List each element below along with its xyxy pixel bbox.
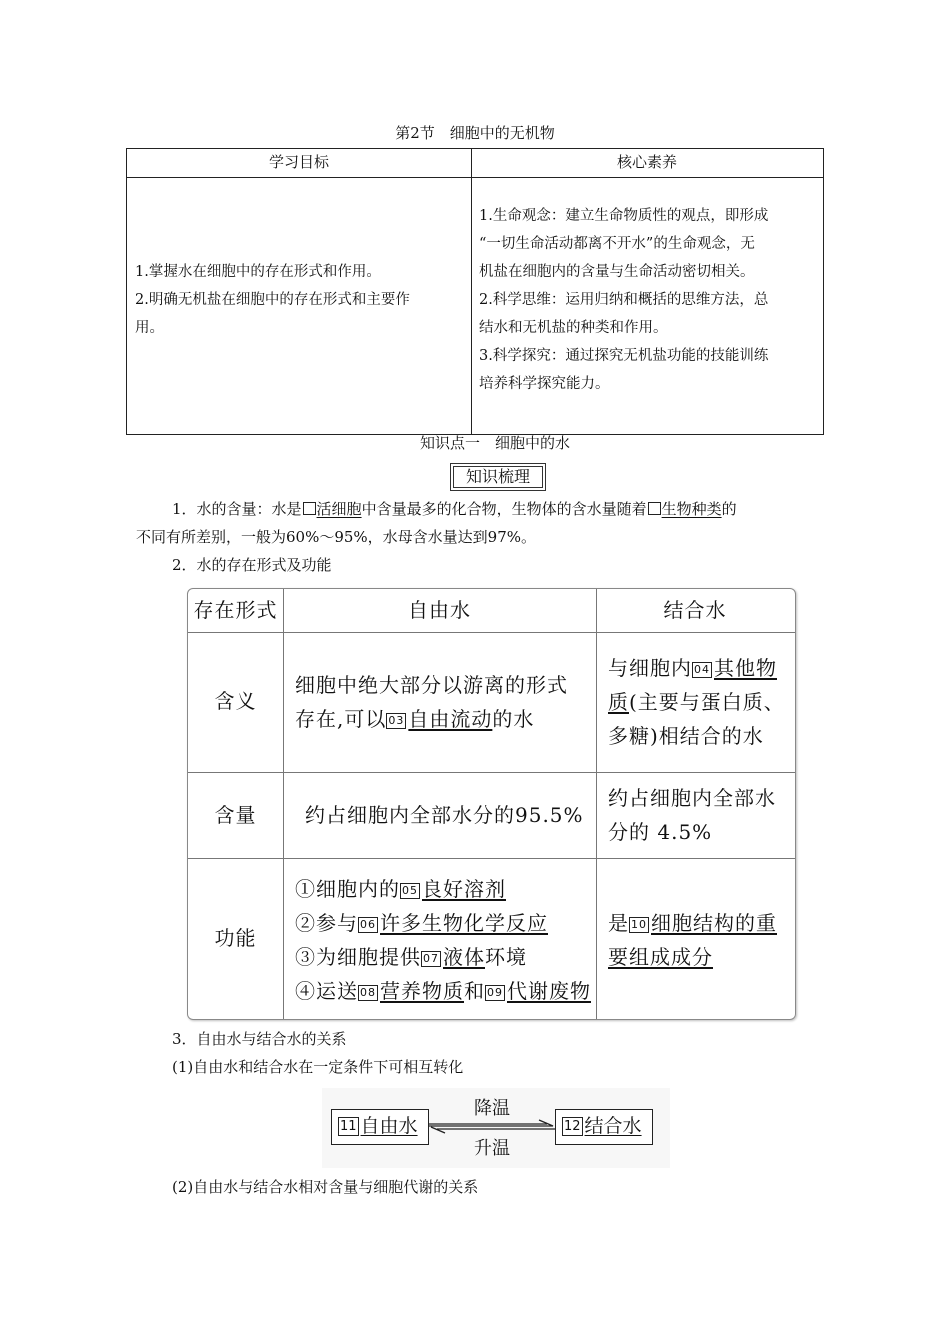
text: 多糖)相结合的水 (608, 724, 764, 748)
bound-water-meaning (608, 651, 785, 753)
paragraph-relationship-heading: 3．自由水与结合水的关系 (172, 1030, 347, 1048)
text: 和 (464, 979, 485, 1003)
text: (主要与蛋白质、 (629, 690, 785, 714)
knowledge-point-heading: 知识点一 细胞中的水 (419, 434, 570, 452)
row-label-amount: 含量 (214, 803, 257, 827)
blank-number: 12 (564, 1119, 581, 1134)
row-line (188, 632, 795, 633)
col-line (596, 589, 597, 1019)
row-label-meaning: 含义 (214, 689, 257, 713)
goal-line: 2.明确无机盐在细胞中的存在形式和主要作 (135, 292, 410, 308)
header-free-water: 自由水 (408, 598, 471, 622)
blank-number: 09 (487, 986, 503, 999)
free-water-box (331, 1109, 429, 1145)
bound-water-amount (608, 781, 776, 849)
text: ③为细胞提供 (295, 945, 421, 969)
function-item (295, 872, 591, 906)
paragraph-forms-heading: 2．水的存在形式及功能 (172, 556, 332, 574)
blank-number: 04 (694, 663, 710, 676)
free-water-amount: 约占细胞内全部水分的95.5% (305, 803, 584, 827)
header-bound-water: 结合水 (663, 598, 727, 622)
blank-answer: 细胞结构的重 (651, 911, 777, 935)
literacy-line: 3.科学探究：通过探究无机盐功能的技能训练 (479, 348, 769, 364)
text: 的 (721, 500, 737, 518)
paragraph-conversion: (1)自由水和结合水在一定条件下可相互转化 (172, 1058, 464, 1076)
bound-water-function (608, 906, 777, 974)
blank-answer: 活细胞 (316, 500, 362, 518)
water-forms-table (187, 588, 796, 1020)
text: 中含量最多的化合物，生物体的含水量随着 (361, 500, 647, 518)
paragraph-water-content (172, 495, 737, 523)
goal-line: 1.掌握水在细胞中的存在形式和作用。 (135, 264, 381, 280)
blank-number: 06 (360, 918, 376, 931)
arrow-label-heating: 升温 (474, 1138, 510, 1159)
text: 环境 (485, 945, 527, 969)
blank-number: 10 (631, 918, 647, 931)
row-label-function: 功能 (214, 926, 257, 950)
blank-answer: 生物种类 (661, 500, 722, 518)
blank-answer: 许多生物化学反应 (380, 911, 548, 935)
blank-number: 11 (340, 1119, 357, 1134)
row-line (188, 772, 795, 773)
learning-goals (135, 258, 410, 342)
conversion-diagram (322, 1088, 670, 1168)
blank-answer: 自由水 (360, 1115, 418, 1137)
literacy-line: 培养科学探究能力。 (479, 376, 610, 392)
header-divider (127, 177, 823, 178)
blank-answer: 液体 (443, 945, 485, 969)
bound-water-box (555, 1109, 653, 1145)
objectives-table (126, 148, 824, 435)
goal-line: 用。 (135, 320, 164, 336)
text: 约占细胞内全部水 (608, 786, 776, 810)
text: ④运送 (295, 979, 358, 1003)
text: 细胞中绝大部分以游离的形式 (295, 673, 568, 697)
objectives-header-goals: 学习目标 (268, 153, 329, 171)
literacy-line: 2.科学思维：运用归纳和概括的思维方法，总 (479, 292, 769, 308)
free-water-functions (295, 872, 591, 1008)
col-line (283, 589, 284, 1019)
text: 存在,可以 (295, 707, 387, 731)
text: ②参与 (295, 911, 358, 935)
core-literacy (479, 202, 768, 398)
section-box-label: 知识梳理 (450, 463, 546, 491)
function-item (295, 940, 591, 974)
literacy-line: 机盐在细胞内的含量与生命活动密切相关。 (479, 264, 755, 280)
blank-answer: 要组成成分 (608, 945, 713, 969)
text: 与细胞内 (608, 656, 692, 680)
blank-number: 07 (423, 952, 439, 965)
text: ①细胞内的 (295, 877, 400, 901)
blank-answer: 营养物质 (380, 979, 464, 1003)
blank-answer: 其他物 (714, 656, 777, 680)
literacy-line: 1.生命观念：建立生命物质性的观点，即形成 (479, 208, 769, 224)
blank-box (648, 502, 661, 515)
page-title: 第2节 细胞中的无机物 (395, 124, 555, 142)
text: 的水 (492, 707, 535, 731)
text: 分的 4.5% (608, 820, 713, 844)
row-line (188, 858, 795, 859)
paragraph-metabolism: (2)自由水与结合水相对含量与细胞代谢的关系 (172, 1178, 479, 1196)
header-form: 存在形式 (193, 598, 278, 622)
paragraph-water-content-line2: 不同有所差别，一般为60%～95%，水母含水量达到97%。 (136, 528, 537, 546)
blank-number: 05 (402, 884, 418, 897)
arrow-label-cooling: 降温 (474, 1098, 510, 1119)
blank-answer: 结合水 (584, 1115, 642, 1137)
column-divider (471, 149, 472, 434)
blank-answer: 良好溶剂 (422, 877, 506, 901)
text: 1．水的含量：水是 (172, 500, 302, 518)
blank-answer: 自由流动 (408, 707, 493, 731)
function-item (295, 974, 591, 1008)
literacy-line: 结水和无机盐的种类和作用。 (479, 320, 668, 336)
objectives-header-literacy: 核心素养 (616, 153, 677, 171)
text: 是 (608, 911, 629, 935)
blank-answer: 代谢废物 (507, 979, 591, 1003)
blank-box (303, 502, 316, 515)
free-water-meaning (295, 668, 568, 736)
blank-number: 08 (360, 986, 376, 999)
blank-number: 03 (388, 714, 405, 727)
function-item (295, 906, 591, 940)
literacy-line: “一切生命活动都离不开水”的生命观念，无 (479, 236, 755, 252)
blank-answer: 质 (608, 690, 629, 714)
